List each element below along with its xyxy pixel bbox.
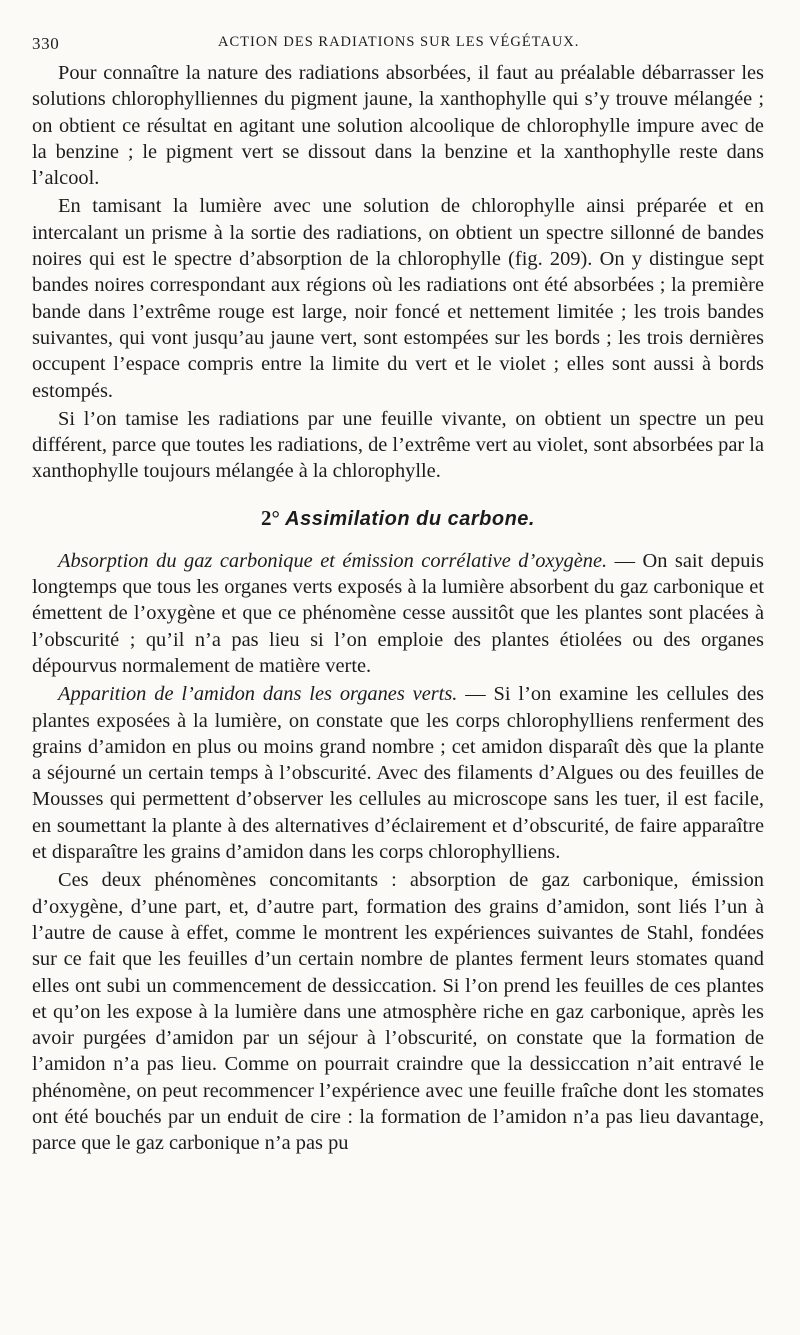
paragraph-feuille-vivante: Si l’on tamise les radiations par une feuille vivante, on obtient un spectre un peu différent, parce que toutes les radiations, de l’extrême vert au violet, sont absorbées par la xanthophylle toujours mélangée à la chlorophylle. [32, 407, 764, 483]
paragraph-spectre-absorption: En tamisant la lumière avec une solution de chlorophylle ainsi préparée et en intercalant un prisme à la sortie des radiations, on obtient un spectre sillonné de bandes noires qui est le spectre d’absorption de la chlorophylle (fig. 209). On y distingue sept bandes noires correspondant aux régions où les radiations ont été absorbées ; la première bande dans l’extrême rouge est large, noir foncé et nettement limitée ; les trois bandes suivantes, qui vont jusqu’au jaune vert, sont estompées sur les bords ; les trois dernières occupent l’espace compris entre la limite du vert et le violet ; elles sont aussi à bords estompés. [32, 195, 764, 402]
section-title: Assimilation du carbone. [285, 507, 535, 530]
subsection-title-amidon: Apparition de l’amidon dans les organes verts. [58, 683, 458, 706]
body-text [32, 60, 764, 1157]
dash-separator: — [607, 549, 643, 572]
page-number: 330 [32, 34, 60, 53]
paragraph-absorption-gaz [32, 548, 764, 679]
subsection-title-absorption: Absorption du gaz carbonique et émission corrélative d’oxygène. [58, 549, 608, 572]
paragraph-apparition-amidon [32, 681, 764, 865]
section-heading [32, 505, 764, 532]
dash-separator: — [457, 683, 494, 706]
subsection-text-absorption: On sait depuis longtemps que tous les organes verts exposés à la lumière absorbent du gaz carbonique et émettent de l’oxygène et que ce phénomène cesse aussitôt que les plantes sont placées à l’obscurité ; qu’il n’a pas lieu si l’on emploie des plantes étiolées ou des organes dépourvus normalement de matière verte. [32, 549, 764, 677]
paragraph-phenomenes-concomitants: Ces deux phénomènes concomitants : absorption de gaz carbonique, émission d’oxygène, d’une part, et, d’autre part, formation des grains d’amidon, sont liés l’un à l’autre de cause à effet, comme le montrent les expériences suivantes de Stahl, fondées sur ce fait que les feuilles d’un certain nombre de plantes ferment leurs stomates quand elles ont subi un commencement de dessiccation. Si l’on prend les feuilles de ces plantes et qu’on les expose à la lumière dans une atmosphère riche en gaz carbonique, après les avoir purgées d’amidon par un séjour à l’obscurité, on constate que la formation de l’amidon n’a pas lieu. Comme on pourrait craindre que la dessiccation n’ait entravé le phénomène, on peut recommencer l’expérience avec une feuille fraîche dont les stomates ont été bouchés par un enduit de cire : la formation de l’amidon n’a pas lieu davantage, parce que le gaz carbonique n’a pas pu [32, 869, 764, 1155]
running-title: ACTION DES RADIATIONS SUR LES VÉGÉTAUX. [218, 34, 580, 50]
section-number: 2° [261, 505, 280, 530]
running-head [32, 30, 764, 60]
paragraph-radiations-absorbees: Pour connaître la nature des radiations absorbées, il faut au préalable débarrasser les solutions chlorophylliennes du pigment jaune, la xanthophylle qui s’y trouve mélangée ; on obtient ce résultat en agitant une solution alcoolique de chlorophylle impure avec de la benzine ; le pigment vert se dissout dans la benzine et la xanthophylle reste dans l’alcool. [32, 62, 764, 190]
subsection-text-amidon: Si l’on examine les cellules des plantes exposées à la lumière, on constate que les corps chlorophylliens renferment des grains d’amidon en plus ou moins grand nombre ; cet amidon disparaît dès que la plante a séjourné un certain temps à l’obscurité. Avec des filaments d’Algues ou des feuilles de Mousses qui permettent d’observer les cellules au microscope sans les tuer, il est facile, en soumettant la plante à des alternatives d’éclairement et d’obscurité, de faire apparaître et disparaître les grains d’amidon dans les corps chlorophylliens. [32, 683, 764, 864]
